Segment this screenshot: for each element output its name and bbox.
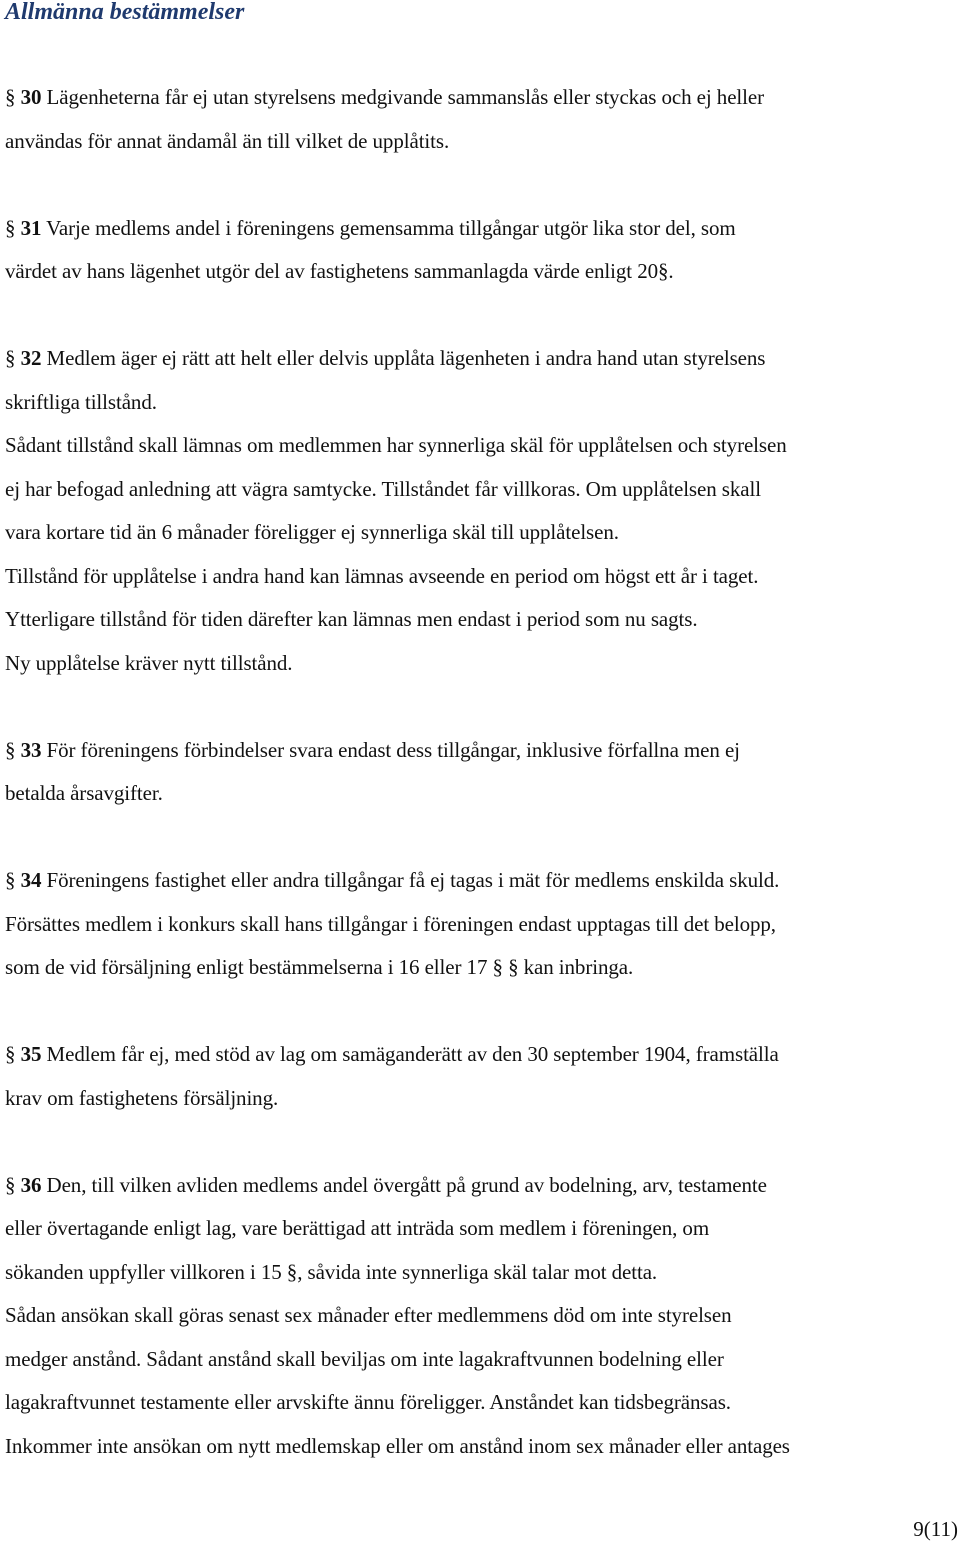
spacer (5, 816, 960, 860)
section-symbol: § (5, 346, 16, 370)
paragraph-36-line-1: § 36 Den, till vilken avliden medlems andel övergått på grund av bodelning, arv, testamente (5, 1172, 767, 1197)
paragraph-32-line-1: § 32 Medlem äger ej rätt att helt eller delvis upplåta lägenheten i andra hand utan styrelsens (5, 346, 766, 370)
section-symbol: § (5, 1042, 16, 1066)
section-symbol: § (5, 868, 16, 892)
paragraph-36-line-7: Inkommer inte ansökan om nytt medlemskap eller om anstånd inom sex månader eller antages (5, 1433, 790, 1458)
paragraph-32-line-4: ej har befogad anledning att vägra samtycke. Tillståndet får villkoras. Om upplåtelsen skall (5, 476, 761, 501)
paragraph-33-line-2: betalda årsavgifter. (5, 781, 163, 805)
paragraph-number: 34 (20, 868, 42, 892)
section-symbol: § (5, 85, 16, 109)
paragraph-number: 32 (20, 346, 42, 370)
paragraph-34-line-3: som de vid försäljning enligt bestämmelserna i 16 eller 17 § § kan inbringa. (5, 955, 634, 979)
paragraph-35-line-2: krav om fastighetens försäljning. (5, 1085, 279, 1110)
section-symbol: § (5, 1172, 16, 1197)
section-symbol: § (5, 215, 16, 240)
paragraph-31-line-2: värdet av hans lägenhet utgör del av fastighetens sammanlagda värde enligt 20§. (5, 259, 674, 283)
paragraph-32-line-8: Ny upplåtelse kräver nytt tillstånd. (5, 650, 293, 675)
paragraph-32-line-2: skriftliga tillstånd. (5, 389, 157, 414)
paragraph-36-line-2: eller övertagande enligt lag, vare berättigad att inträda som medlem i föreningen, om (5, 1216, 710, 1240)
section-symbol: § (286, 1259, 298, 1284)
paragraph-number: 31 (20, 215, 42, 240)
paragraph-32-line-3: Sådant tillstånd skall lämnas om medlemmen har synnerliga skäl för upplåtelsen och styrelsen (5, 433, 787, 457)
paragraph-number: 36 (20, 1172, 42, 1197)
paragraph-36-line-6: lagakraftvunnet testamente eller arvskifte ännu föreligger. Anståndet kan tidsbegränsas. (5, 1390, 731, 1414)
paragraph-30-line-1: § 30 Lägenheterna får ej utan styrelsens medgivande sammanslås eller styckas och ej heller (5, 85, 764, 109)
paragraph-34-line-2: Försättes medlem i konkurs skall hans tillgångar i föreningen endast upptagas till det belopp, (5, 911, 776, 936)
spacer (5, 685, 960, 729)
paragraph-32-line-6: Tillstånd för upplåtelse i andra hand kan lämnas avseende en period om högst ett år i taget. (5, 563, 759, 588)
paragraph-32-line-7: Ytterligare tillstånd för tiden därefter kan lämnas men endast i period som nu sagts. (5, 607, 698, 631)
paragraph-34-line-1: § 34 Föreningens fastighet eller andra tillgångar få ej tagas i mät för medlems enskilda skuld. (5, 868, 780, 892)
paragraph-36-line-5: medger anstånd. Sådant anstånd skall beviljas om inte lagakraftvunnen bodelning eller (5, 1346, 724, 1371)
page-header: Allmänna bestämmelser (5, 0, 245, 25)
section-symbol: § (492, 955, 503, 979)
section-symbol: § (658, 259, 669, 283)
paragraph-36-line-4: Sådan ansökan skall göras senast sex månader efter medlemmens död om inte styrelsen (5, 1303, 732, 1327)
paragraph-36-line-3: sökanden uppfyller villkoren i 15 §, såvida inte synnerliga skäl talar mot detta. (5, 1259, 658, 1284)
paragraph-number: 30 (20, 85, 42, 109)
paragraph-30-line-2: användas för annat ändamål än till vilket de upplåtits. (5, 128, 450, 153)
spacer (5, 163, 960, 207)
page-number: 9(11) (913, 1517, 958, 1541)
paragraph-32-line-5: vara kortare tid än 6 månader föreligger ej synnerliga skäl till upplåtelsen. (5, 520, 619, 544)
paragraph-number: 35 (20, 1042, 42, 1066)
paragraph-33-line-1: § 33 För föreningens förbindelser svara endast dess tillgångar, inklusive förfallna men ej (5, 737, 740, 762)
section-symbol: § (5, 737, 16, 762)
document-body (5, 76, 960, 1468)
spacer (5, 1120, 960, 1164)
paragraph-number: 33 (20, 737, 42, 762)
spacer (5, 990, 960, 1034)
spacer (5, 294, 960, 338)
section-symbol: § (508, 955, 519, 979)
paragraph-31-line-1: § 31 Varje medlems andel i föreningens gemensamma tillgångar utgör lika stor del, som (5, 215, 736, 240)
paragraph-35-line-1: § 35 Medlem får ej, med stöd av lag om samäganderätt av den 30 september 1904, framställa (5, 1042, 779, 1066)
